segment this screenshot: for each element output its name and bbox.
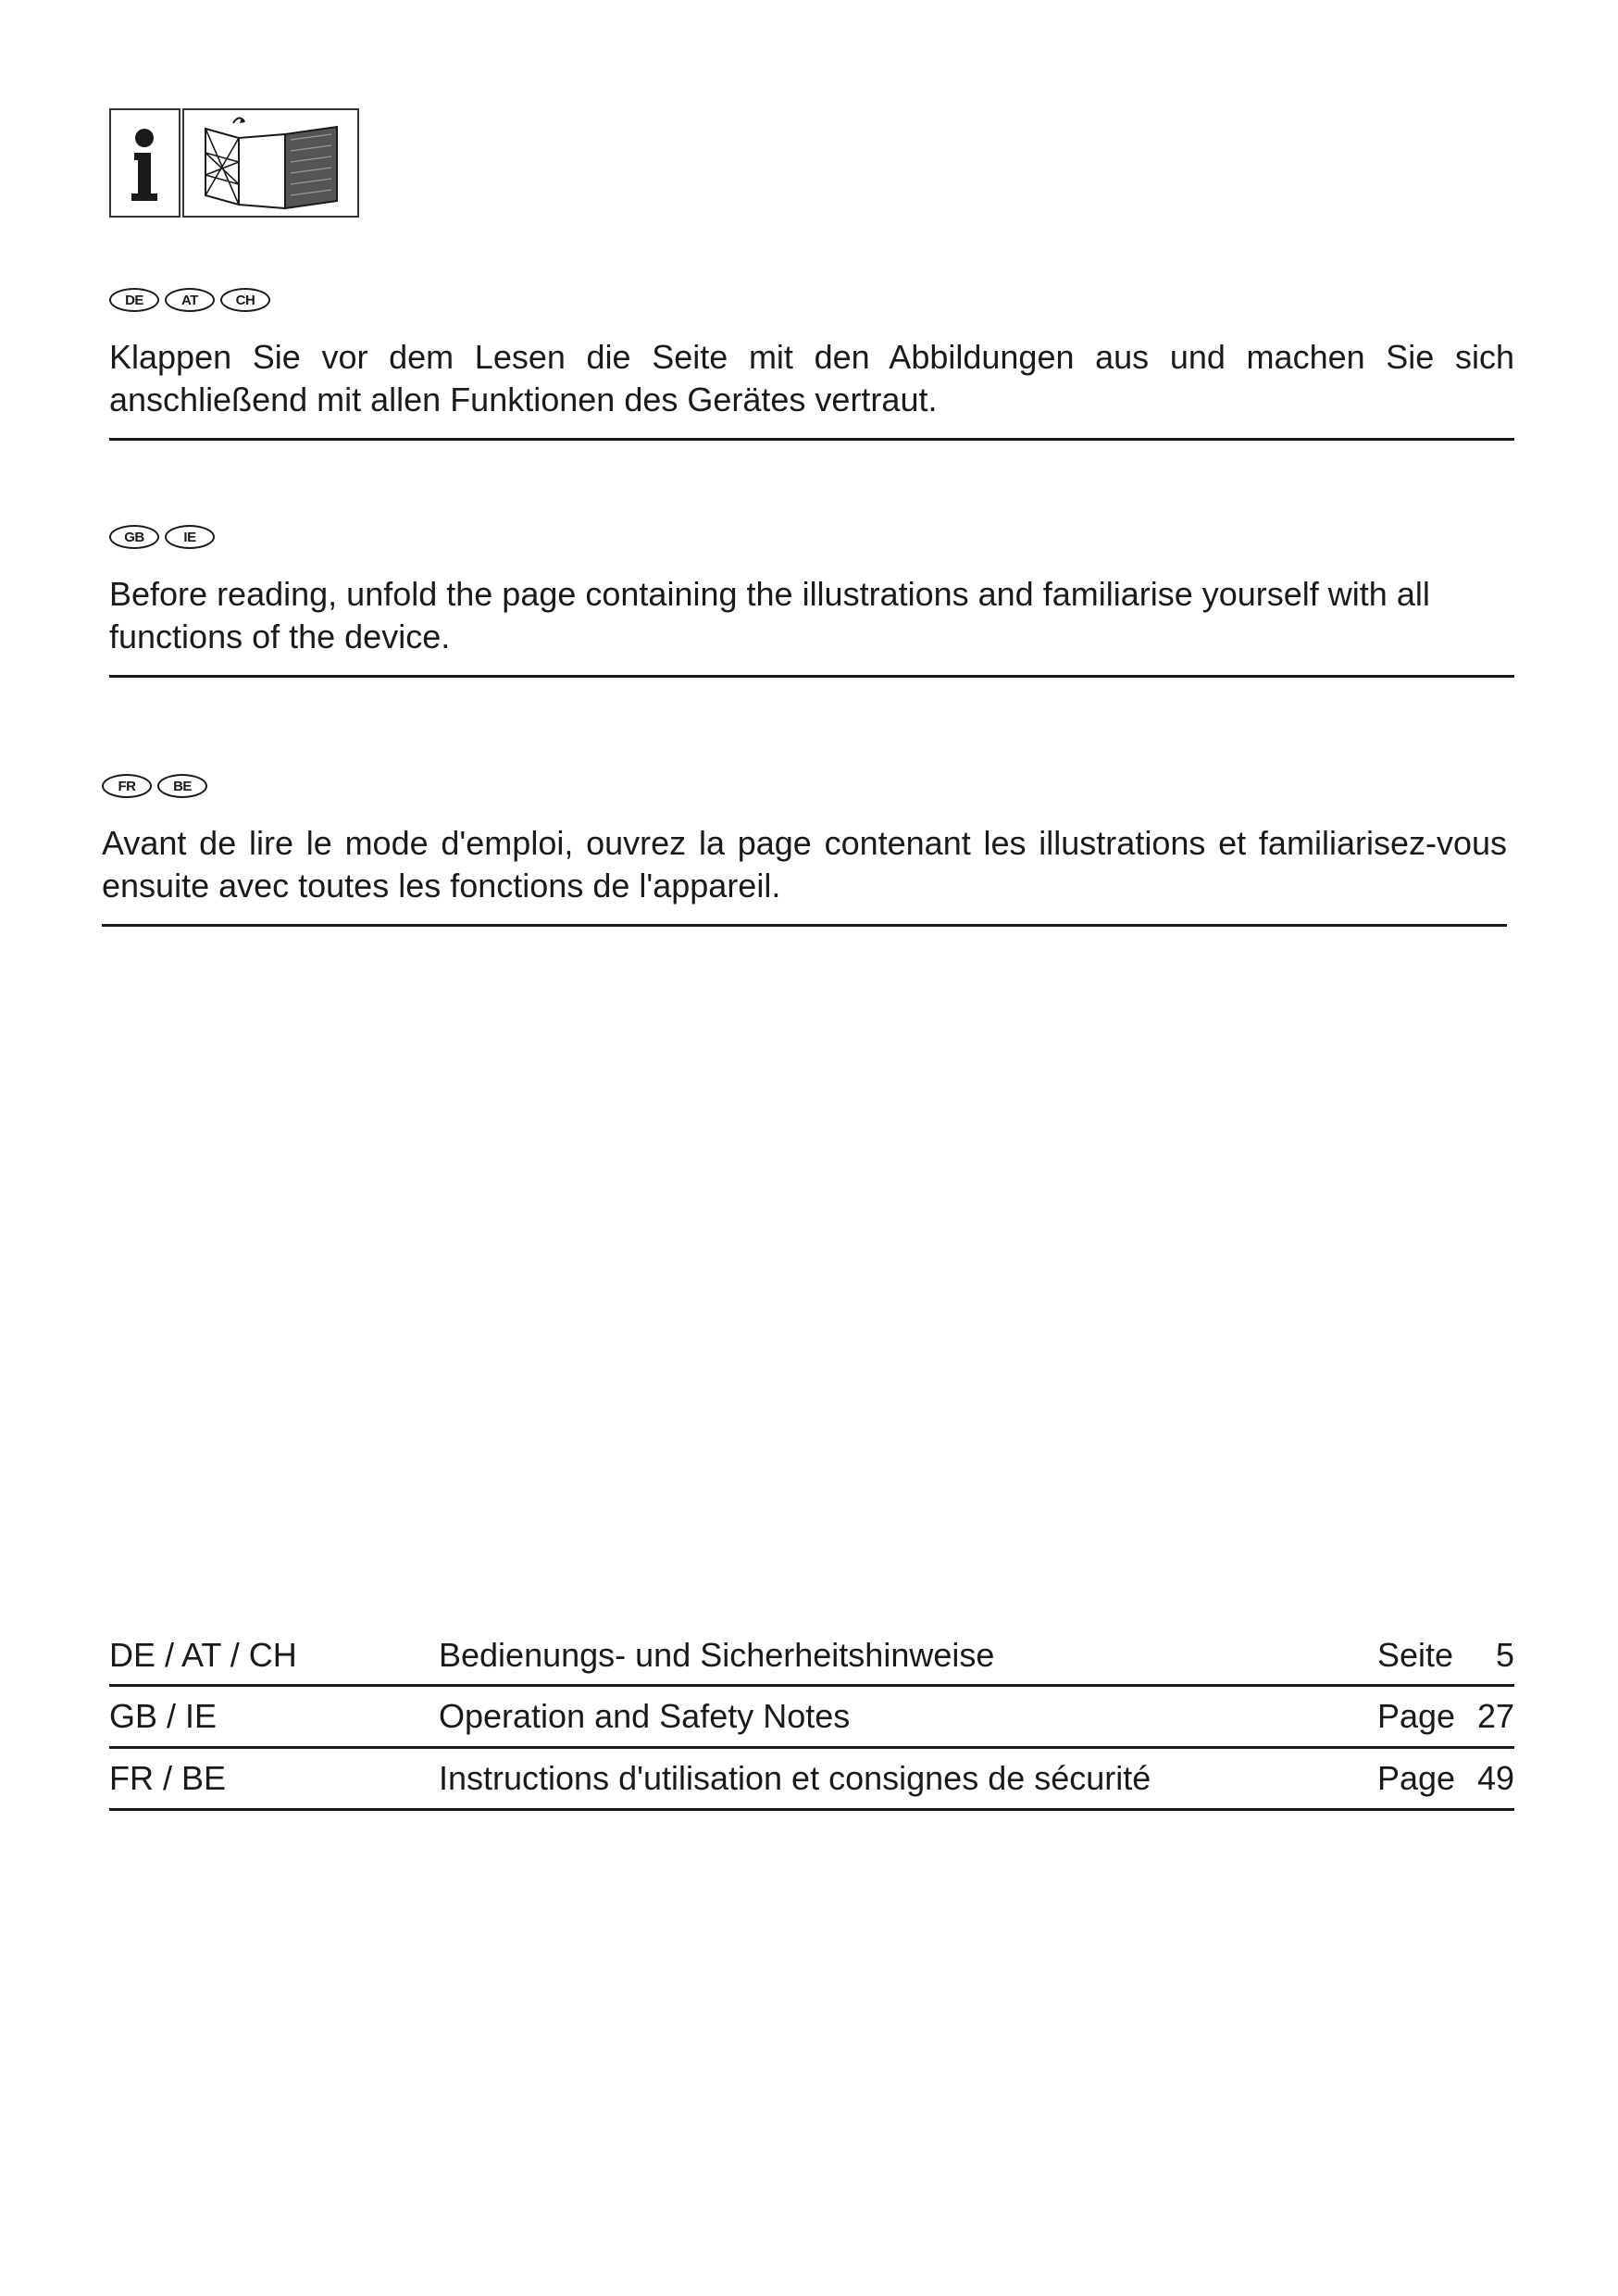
country-badge-de: DE — [109, 288, 159, 312]
language-contents-table — [109, 1627, 1514, 1811]
country-badges — [109, 286, 1514, 314]
section-de-at-ch — [109, 286, 1514, 441]
fold-out-instruction-fr: Avant de lire le mode d'emploi, ouvrez la page contenant les illustrations et familiarisez-vous ensuite avec toutes les fonctions de l'appareil. — [102, 822, 1507, 927]
toc-page-label: Seite — [1377, 1636, 1454, 1674]
info-fold-out-icon-group — [109, 108, 359, 218]
toc-page-label: Page — [1377, 1697, 1456, 1735]
fold-out-instruction-de: Klappen Sie vor dem Lesen die Seite mit den Abbildungen aus und machen Sie sich anschließend mit allen Funktionen des Gerätes vertraut. — [109, 336, 1514, 441]
fold-out-page-icon — [183, 109, 358, 217]
fold-out-instruction-en: Before reading, unfold the page containing the illustrations and familiarise yourself with all functions of the device. — [109, 573, 1514, 678]
toc-language: GB / IE — [109, 1697, 218, 1735]
toc-page-number: 27 — [1476, 1697, 1514, 1735]
toc-title: Bedienungs- und Sicherheitshinweise — [439, 1636, 995, 1674]
toc-row[interactable] — [109, 1749, 1514, 1811]
toc-language: DE / AT / CH — [109, 1636, 297, 1674]
section-fr-be — [102, 772, 1507, 927]
toc-page-label: Page — [1377, 1759, 1456, 1797]
toc-language: FR / BE — [109, 1759, 227, 1797]
info-icon — [110, 109, 180, 217]
toc-row[interactable] — [109, 1687, 1514, 1749]
toc-title: Operation and Safety Notes — [439, 1697, 851, 1735]
toc-row[interactable] — [109, 1627, 1514, 1687]
country-badge-ch: CH — [220, 288, 270, 312]
country-badges — [102, 772, 1507, 800]
toc-page-number: 49 — [1476, 1759, 1514, 1797]
country-badge-fr: FR — [102, 774, 152, 798]
country-badge-at: AT — [165, 288, 215, 312]
country-badge-gb: GB — [109, 525, 159, 549]
country-badges — [109, 523, 1514, 551]
country-badge-be: BE — [157, 774, 207, 798]
country-badge-ie: IE — [165, 525, 215, 549]
section-gb-ie — [109, 523, 1514, 678]
toc-page-number: 5 — [1495, 1636, 1514, 1674]
toc-title: Instructions d'utilisation et consignes de sécurité — [439, 1759, 1151, 1797]
